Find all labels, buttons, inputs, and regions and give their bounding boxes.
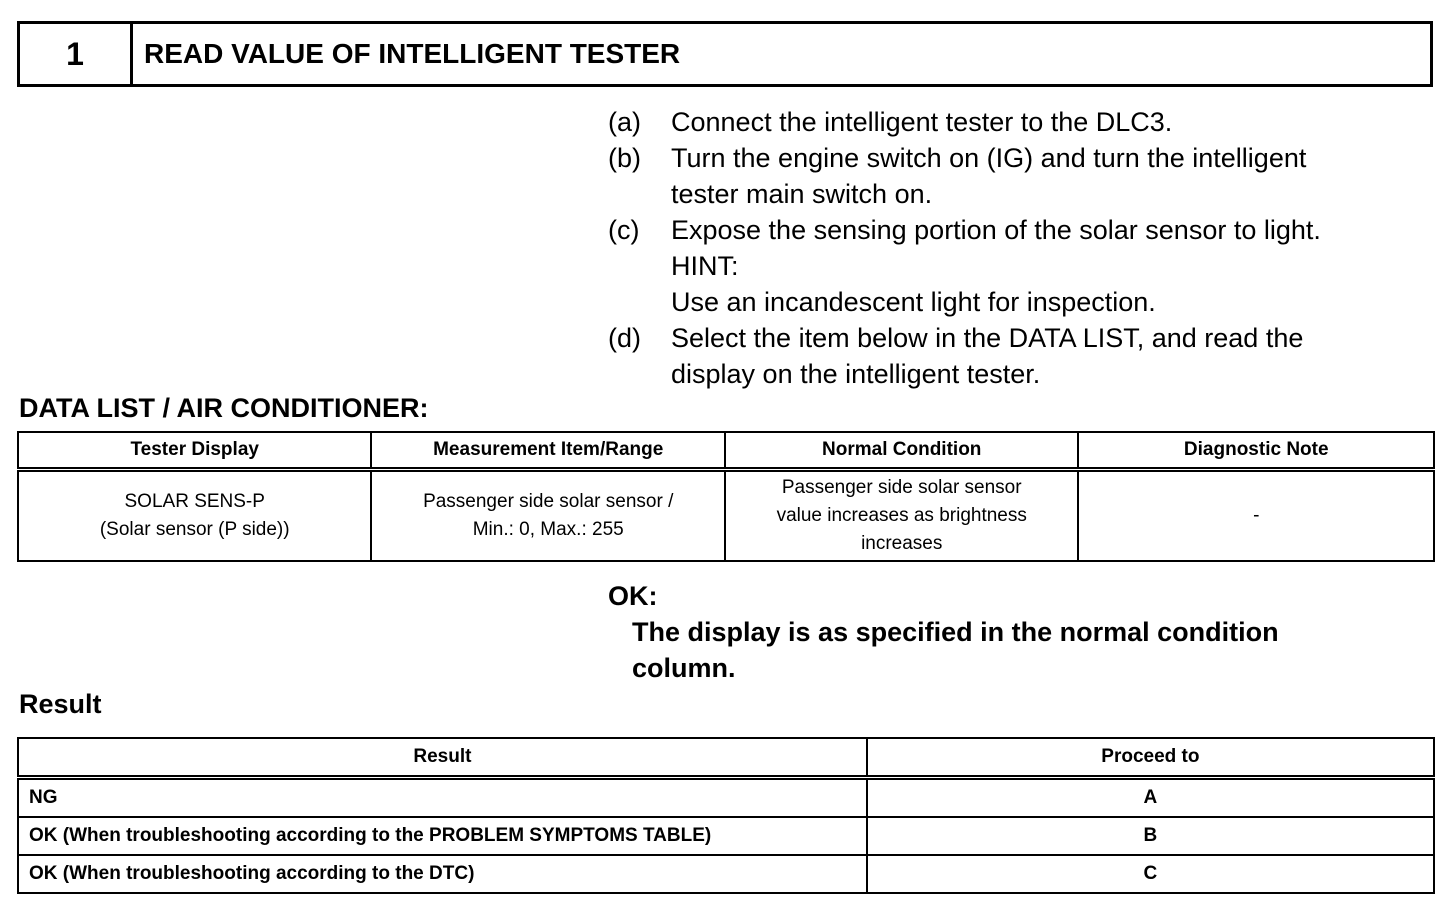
table-header-row (18, 432, 1434, 470)
step-number: 1 (20, 24, 133, 84)
column-header: Measurement Item/Range (371, 432, 725, 470)
step-header (17, 21, 1433, 87)
step-title: READ VALUE OF INTELLIGENT TESTER (144, 38, 681, 69)
instruction-label: (b) (608, 143, 641, 173)
cell-line: SOLAR SENS-P (124, 491, 265, 512)
ok-line: column. (632, 653, 736, 683)
proceed-cell: C (867, 855, 1434, 893)
instruction-line: tester main switch on. (671, 179, 933, 209)
cell-line: Passenger side solar sensor (781, 477, 1022, 498)
table-row (18, 778, 1434, 818)
column-header: Tester Display (18, 432, 371, 470)
ok-label: OK: (608, 581, 658, 611)
cell-line: increases (861, 533, 943, 554)
ok-block (608, 578, 1428, 686)
cell-line: Min.: 0, Max.: 255 (472, 519, 624, 540)
instruction-line: display on the intelligent tester. (671, 359, 1041, 389)
column-header: Normal Condition (725, 432, 1078, 470)
instruction-line: Expose the sensing portion of the solar sensor to light. (671, 215, 1321, 245)
measurement-cell (371, 470, 725, 562)
table-row (18, 817, 1434, 855)
instruction-list (608, 104, 1428, 392)
instruction-line: Connect the intelligent tester to the DLC3. (671, 107, 1173, 137)
cell-line: (Solar sensor (P side)) (99, 519, 290, 540)
cell-line: - (1253, 505, 1260, 526)
instruction-label: (d) (608, 323, 641, 353)
result-table (17, 737, 1435, 894)
hint-text: Use an incandescent light for inspection. (671, 287, 1156, 317)
instruction-item (608, 212, 1428, 320)
data-list-title: DATA LIST / AIR CONDITIONER: (19, 393, 429, 423)
diagnostic-note-cell (1078, 470, 1434, 562)
cell-line: value increases as brightness (776, 505, 1027, 526)
column-header: Proceed to (867, 738, 1434, 778)
column-header: Result (18, 738, 867, 778)
instruction-line: Select the item below in the DATA LIST, and read the (671, 323, 1304, 353)
table-header-row (18, 738, 1434, 778)
proceed-cell: B (867, 817, 1434, 855)
normal-condition-cell (725, 470, 1078, 562)
instruction-line: Turn the engine switch on (IG) and turn the intelligent (671, 143, 1307, 173)
table-row (18, 855, 1434, 893)
cell-line: Passenger side solar sensor / (423, 491, 674, 512)
instruction-item (608, 140, 1428, 212)
instruction-item (608, 104, 1428, 140)
instruction-label: (a) (608, 107, 641, 137)
result-title: Result (19, 689, 102, 719)
hint-label: HINT: (671, 251, 739, 281)
result-cell: OK (When troubleshooting according to the DTC) (18, 855, 867, 893)
table-row (18, 470, 1434, 562)
instruction-item (608, 320, 1428, 392)
proceed-cell: A (867, 778, 1434, 818)
ok-line: The display is as specified in the normal condition (632, 617, 1279, 647)
tester-display-cell (18, 470, 371, 562)
data-list-table (17, 431, 1435, 562)
instruction-label: (c) (608, 215, 640, 245)
column-header: Diagnostic Note (1078, 432, 1434, 470)
result-cell: NG (18, 778, 867, 818)
result-cell: OK (When troubleshooting according to the PROBLEM SYMPTOMS TABLE) (18, 817, 867, 855)
